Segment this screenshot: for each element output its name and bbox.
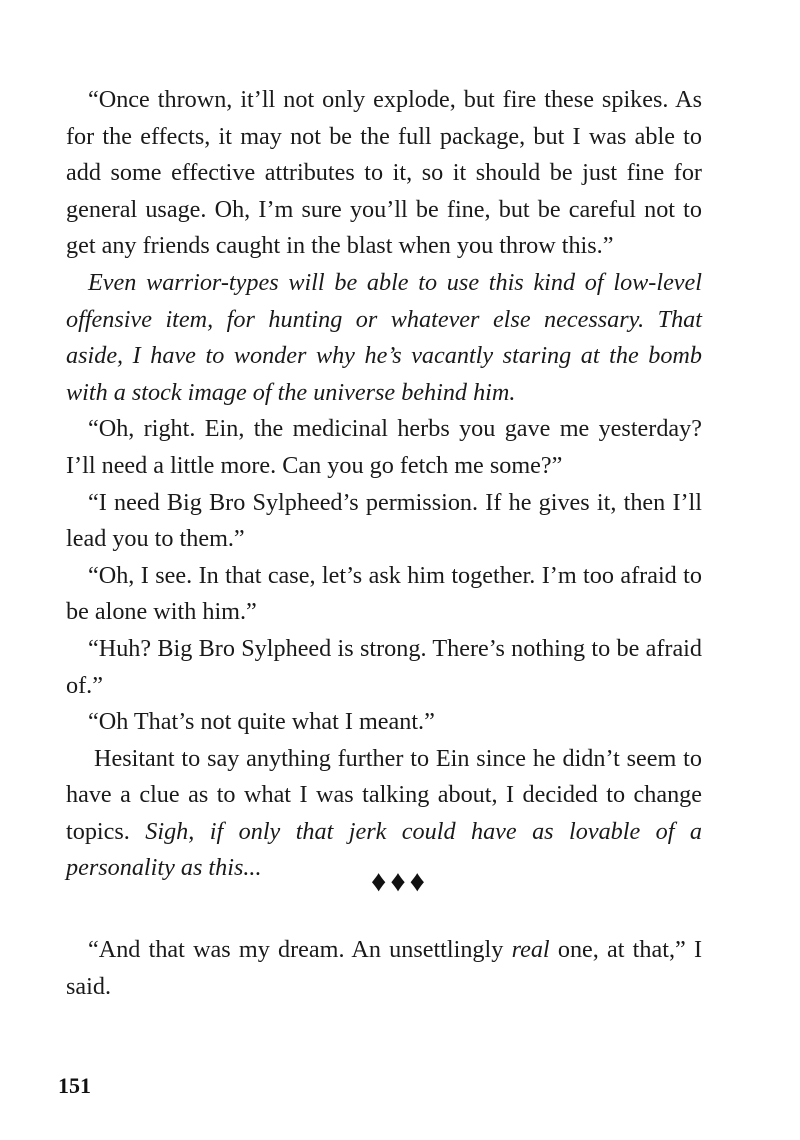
dream-text-after: one, at that,” I said. [66,936,702,1000]
paragraph-dialogue-permission: “I need Big Bro Sylpheed’s permission. If he gives it, then I’ll lead you to them.” [66,488,702,553]
text-section-after-break [66,932,702,1005]
page-number: 151 [58,1073,91,1098]
paragraph-dialogue-spikes: “Once thrown, it’ll not only explode, but fire these spikes. As for the effects, it may not be the full package, but I was able to add some effective attributes to it, so it should be just fine for general usage. Oh, I’m sure you’ll be fine, but be careful not to get any friends caught in the blast when you throw this.” [66,86,702,260]
paragraph-dream [66,932,702,1005]
closing-normal-text: Hesitant to say anything further to Ein since he didn’t seem to have a clue as to what I was talking about, I decided to change topics. [66,744,702,845]
paragraph-dialogue-afraid: “Oh, I see. In that case, let’s ask him together. I’m too afraid to be alone with him.” [66,561,702,626]
closing-italic-text: Sigh, if only that jerk could have as lovable of a personality as this... [66,817,702,882]
text-section-before-break [66,82,702,887]
paragraph-dialogue-meant: “Oh That’s not quite what I meant.” [88,708,435,736]
dream-emphasis-word: real [511,936,550,963]
scene-break-diamonds: ♦♦♦ [371,865,429,898]
paragraph-dialogue-herbs: “Oh, right. Ein, the medicinal herbs you gave me yesterday? I’ll need a little more. Can you go fetch me some?” [66,415,702,479]
paragraph-dialogue-strong: “Huh? Big Bro Sylpheed is strong. There’s nothing to be afraid of.” [66,634,702,699]
paragraph-inner-thought: Even warrior-types will be able to use this kind of low-level offensive item, for hunting or whatever else necessary. That aside, I have to wonder why he’s vacantly staring at the bomb with a stock image of the universe behind him. [66,268,702,406]
dream-text-before: “And that was my dream. An unsettlingly [88,936,512,963]
